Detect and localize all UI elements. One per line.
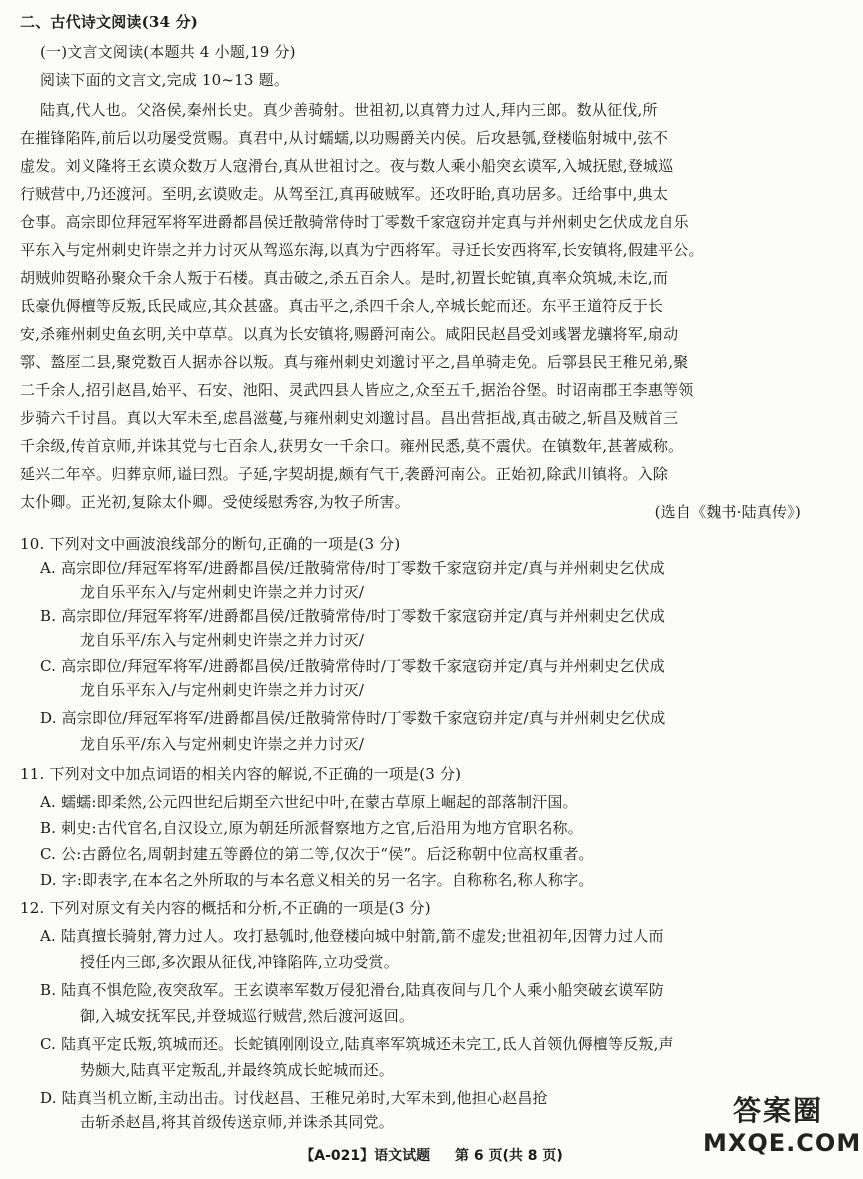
option-c-cont: 龙自乐平东入/与定州刺史许崇之并力讨灭/ [80, 681, 365, 699]
question-stem: 11. 下列对文中加点词语的相关内容的解说,不正确的一项是(3 分) [20, 765, 462, 783]
option-a: A. 高宗即位/拜冠军将军/进爵都昌侯/迁散骑常侍/时丁零数千家寇窃并定/真与并州刺史乞伏成 [40, 559, 665, 577]
option-b-cont: 龙自乐平/东入与定州刺史许崇之并力讨灭/ [80, 631, 365, 649]
option-a: A. 陆真擅长骑射,膂力过人。攻打悬瓠时,他登楼向城中射箭,箭不虚发;世祖初年,因膂力过人而 [40, 927, 664, 945]
option-c: C. 高宗即位/拜冠军将军/进爵都昌侯/迁散骑常侍时/丁零数千家寇窃并定/真与并州刺史乞伏成 [40, 657, 665, 675]
page-number: 第 6 页(共 8 页) [454, 1148, 563, 1164]
option-d: D. 陆真当机立断,主动出击。讨伐赵昌、王稚兄弟时,大军未到,他担心赵昌抢 [40, 1089, 548, 1107]
passage-line: 步骑六千讨昌。真以大军未至,虑昌滋蔓,与雍州刺史刘邈讨昌。昌出营拒战,真击破之,斩昌及贼首三 [20, 409, 679, 427]
passage-line: 二千余人,招引赵昌,始平、石安、池阳、灵武四县人皆应之,众至五千,据治谷堡。时诏南郡王李惠等领 [20, 381, 694, 399]
passage-line: 氐豪仇傉檀等反叛,氐民咸应,其众甚盛。真击平之,杀四千余人,卒城长蛇而还。东平王道符反于长 [20, 297, 664, 315]
passage-line: 虚发。刘义隆将王玄谟众数万人寇滑台,真从世祖讨之。夜与数人乘小船突玄谟军,入城抚慰,登城巡 [20, 157, 674, 175]
passage-line: 平东入与定州刺史许崇之并力讨灭从驾巡东海,以真为宁西将军。寻迁长安西将军,长安镇将,假建平公。 [20, 241, 704, 259]
watermark-top: 答案圈 [732, 1094, 823, 1127]
passage-line: 陆真,代人也。父洛侯,秦州长史。真少善骑射。世祖初,以真膂力过人,拜内三郎。数从征伐,所 [40, 101, 658, 119]
passage-line: 太仆卿。正光初,复除太仆卿。受使绥慰秀容,为牧子所害。 [20, 493, 410, 511]
option-d: D. 字:即表字,在本名之外所取的与本名意义相关的另一名字。自称称名,称人称字。 [40, 871, 594, 889]
question-stem: 12. 下列对原文有关内容的概括和分析,不正确的一项是(3 分) [20, 899, 431, 917]
subsection-title: (一)文言文阅读(本题共 4 小题,19 分) [40, 43, 296, 61]
site-watermark-logo [703, 1089, 862, 1169]
option-a-cont: 授任内三郎,多次跟从征伐,冲锋陷阵,立功受赏。 [80, 953, 399, 971]
option-d-cont: 龙自乐平/东入与定州刺史许崇之并力讨灭/ [80, 735, 365, 753]
passage-line: 延兴二年卒。归葬京师,谥曰烈。子延,字契胡提,颇有气干,袭爵河南公。正始初,除武川镇将。入除 [20, 465, 669, 483]
option-c: C. 公:古爵位名,周朝封建五等爵位的第二等,仅次于“侯”。后泛称朝中位高权重者。 [40, 845, 594, 863]
option-c: C. 陆真平定氐叛,筑城而还。长蛇镇刚刚设立,陆真率军筑城还未完工,氐人首领仇傉檀等反叛,声 [40, 1035, 674, 1053]
passage-source: (选自《魏书·陆真传》) [654, 503, 801, 521]
passage-line: 安,杀雍州刺史鱼玄明,关中草草。以真为长安镇将,赐爵河南公。咸阳民赵昌受刘彧署龙骧将军,扇动 [20, 325, 679, 343]
watermark-bottom: MXQE.COM [703, 1129, 862, 1157]
option-c-cont: 势颇大,陆真平定叛乱,并最终筑成长蛇城而还。 [80, 1061, 394, 1079]
passage-line: 行贼营中,乃还渡河。至明,玄谟败走。从驾至江,真再破贼军。还攻盱眙,真功居多。迁给事中,典太 [20, 185, 669, 203]
option-b: B. 陆真不惧危险,夜突敌军。王玄谟率军数万侵犯滑台,陆真夜间与几个人乘小船突破玄谟军防 [40, 981, 664, 999]
option-a: A. 蠕蠕:即柔然,公元四世纪后期至六世纪中叶,在蒙古草原上崛起的部落制汗国。 [40, 793, 578, 811]
passage-line: 在摧锋陷阵,前后以功屡受赏赐。真君中,从讨蠕蠕,以功赐爵关内侯。后攻悬瓠,登楼临射城中,弦不 [20, 129, 669, 147]
option-a-cont: 龙自乐平东入/与定州刺史许崇之并力讨灭/ [80, 583, 365, 601]
exam-code: 【A-021】语文试题 [300, 1148, 431, 1164]
instruction: 阅读下面的文言文,完成 10~13 题。 [40, 71, 290, 89]
passage-line: 千余级,传首京师,并诛其党与七百余人,获男女一千余口。雍州民悉,莫不震伏。在镇数年,甚著威称。 [20, 437, 684, 455]
section-title: 二、古代诗文阅读(34 分) [20, 13, 199, 31]
option-b: B. 高宗即位/拜冠军将军/进爵都昌侯/迁散骑常侍/时丁零数千家寇窃并定/真与并州刺史乞伏成 [40, 607, 666, 625]
passage-line: 胡贼帅贺略孙聚众千余人叛于石楼。真击破之,杀五百余人。是时,初置长蛇镇,真率众筑城,未讫,而 [20, 269, 669, 287]
passage-line: 鄠、盩厔二县,聚党数百人据赤谷以叛。真与雍州刺史刘邈讨平之,昌单骑走免。后鄠县民王稚兄弟,聚 [20, 353, 689, 371]
option-d: D. 高宗即位/拜冠军将军/进爵都昌侯/迁散骑常侍时/丁零数千家寇窃并定/真与并州刺史乞伏成 [40, 709, 666, 727]
passage-line: 仓事。高宗即位拜冠军将军进爵都昌侯迁散骑常侍时丁零数千家寇窃并定真与并州刺史乞伏成龙自乐 [20, 213, 689, 231]
option-d-cont: 击斩杀赵昌,将其首级传送京师,并诛杀其同党。 [80, 1113, 394, 1131]
option-b: B. 刺史:古代官名,自汉设立,原为朝廷所派督察地方之官,后沿用为地方官职名称。 [40, 819, 583, 837]
option-b-cont: 御,入城安抚军民,并登城巡行贼营,然后渡河返回。 [80, 1007, 415, 1025]
question-stem: 10. 下列对文中画波浪线部分的断句,正确的一项是(3 分) [20, 535, 401, 553]
